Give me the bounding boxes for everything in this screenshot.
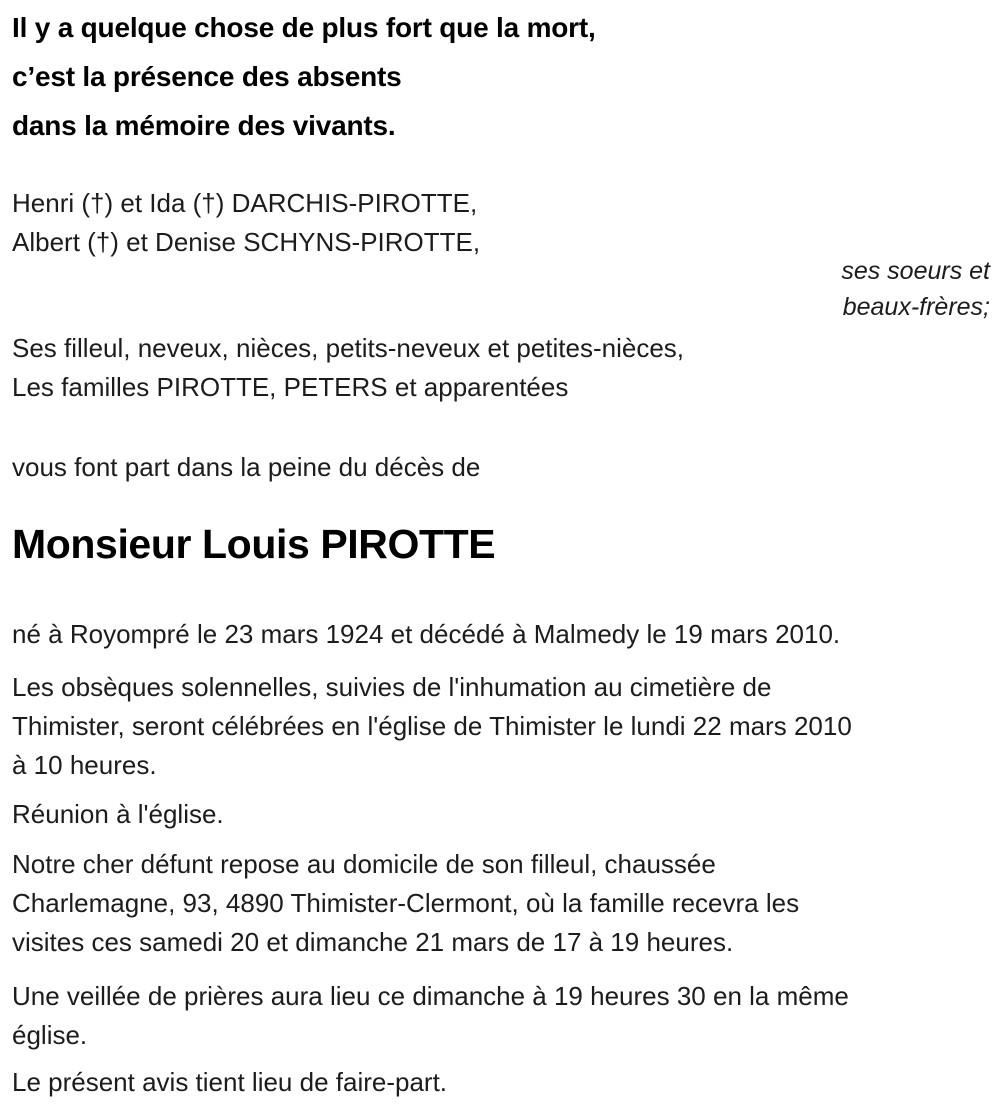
deceased-name: Monsieur Louis PIROTTE <box>12 521 496 567</box>
epitaph-quote-line: dans la mémoire des vivants. <box>12 110 396 141</box>
faire-part-notice <box>12 1063 990 1102</box>
relation-caption-line: ses soeurs et <box>841 257 990 285</box>
birth-death-info <box>12 615 990 654</box>
funeral-details-line: Thimister, seront célébrées en l'église de Thimister le lundi 22 mars 2010 <box>12 711 852 741</box>
funeral-details <box>12 668 990 785</box>
announcement-text <box>12 448 990 487</box>
prayer-vigil-details <box>12 977 990 1055</box>
funeral-details-line: à 10 heures. <box>12 750 157 780</box>
repose-visits-line: Notre cher défunt repose au domicile de son filleul, chaussée <box>12 849 716 879</box>
repose-visits-line: Charlemagne, 93, 4890 Thimister-Clermont, où la famille recevra les <box>12 888 800 918</box>
relative-name-line: Albert (†) et Denise SCHYNS-PIROTTE, <box>12 227 481 257</box>
birth-death-line: né à Royompré le 23 mars 1924 et décédé à Malmedy le 19 mars 2010. <box>12 619 841 649</box>
funeral-details-line: Les obsèques solennelles, suivies de l'inhumation au cimetière de <box>12 672 772 702</box>
deceased-name-heading <box>12 520 990 568</box>
church-meeting-note <box>12 795 990 834</box>
prayer-vigil-line: église. <box>12 1020 88 1050</box>
extended-family-line: Les familles PIROTTE, PETERS et apparentées <box>12 372 569 402</box>
repose-visits-line: visites ces samedi 20 et dimanche 21 mars de 17 à 19 heures. <box>12 927 734 957</box>
relatives-names <box>12 184 990 262</box>
relative-name-line: Henri (†) et Ida (†) DARCHIS-PIROTTE, <box>12 188 478 218</box>
faire-part-line: Le présent avis tient lieu de faire-part. <box>12 1067 448 1097</box>
relation-caption <box>12 253 990 325</box>
epitaph-quote-line: Il y a quelque chose de plus fort que la mort, <box>12 12 596 43</box>
relation-caption-line: beaux-frères; <box>842 293 990 321</box>
prayer-vigil-line: Une veillée de prières aura lieu ce dimanche à 19 heures 30 en la même <box>12 981 849 1011</box>
epitaph-quote <box>12 3 990 150</box>
church-meeting-line: Réunion à l'église. <box>12 799 224 829</box>
announcement-line: vous font part dans la peine du décès de <box>12 452 481 482</box>
epitaph-quote-line: c’est la présence des absents <box>12 61 402 92</box>
repose-visits-details <box>12 845 990 962</box>
extended-family <box>12 329 990 407</box>
extended-family-line: Ses filleul, neveux, nièces, petits-neveux et petites-nièces, <box>12 333 685 363</box>
